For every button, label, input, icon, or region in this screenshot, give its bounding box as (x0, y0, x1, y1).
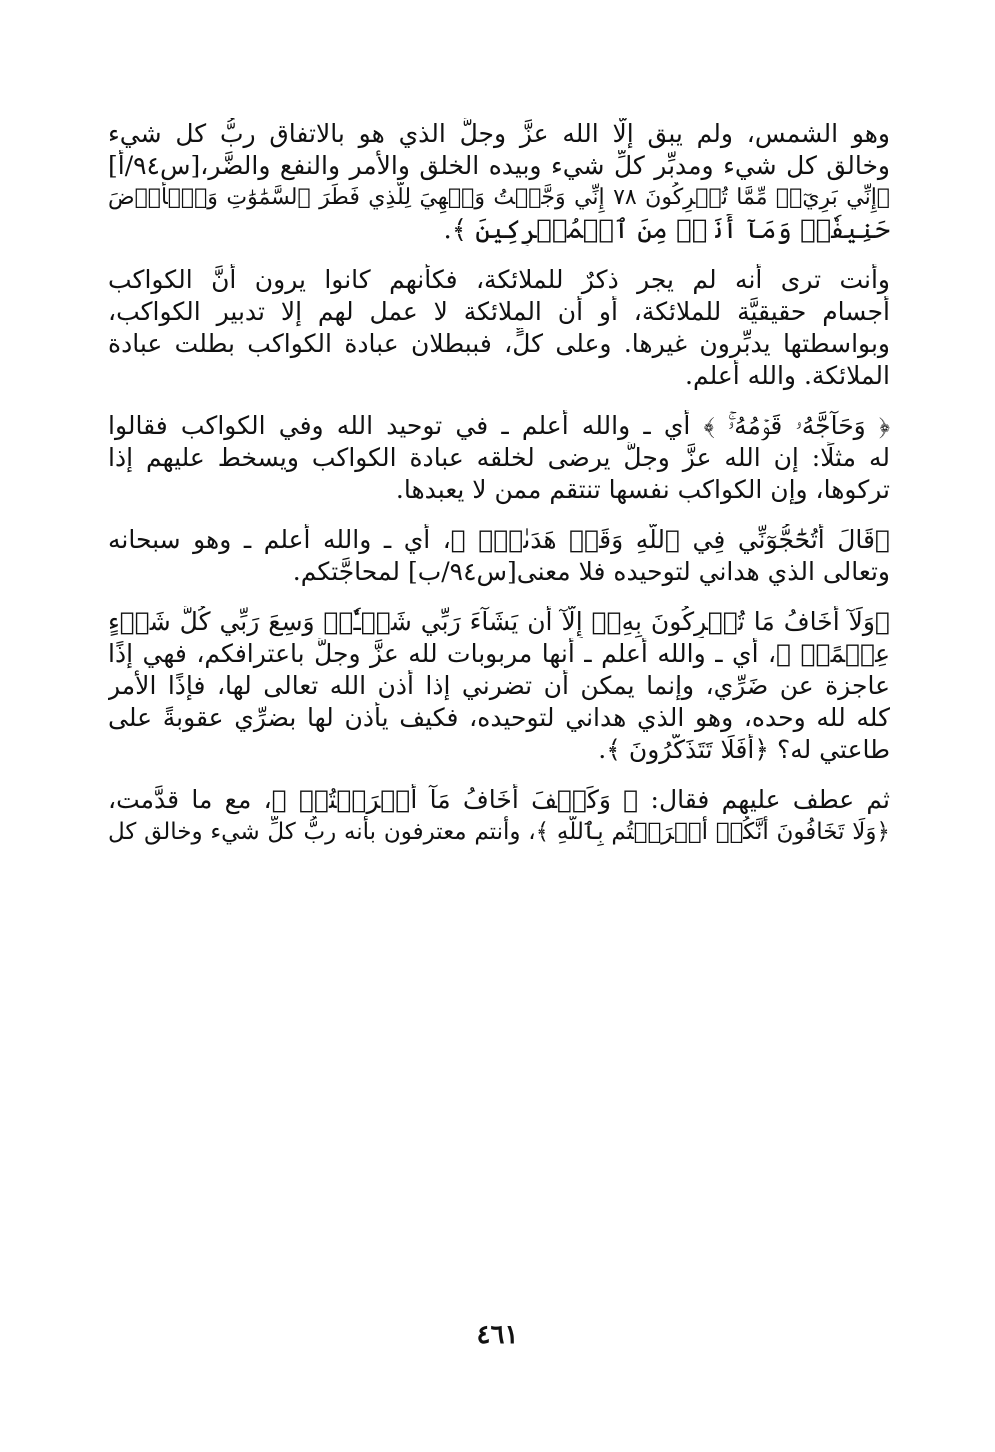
paragraph-4 (108, 524, 890, 588)
text-line: تركوها، وإن الكواكب نفسها تنتقم ممن لا يعبدها. (395, 475, 890, 504)
page-number: ٤٦١ (476, 1320, 519, 1350)
paragraph-5 (108, 606, 890, 766)
text-line: وأنت ترى أنه لم يجر ذكرٌ للملائكة، فكأنهم كانوا يرون أنَّ الكواكب (108, 265, 890, 294)
text-line: أجسام حقيقيَّة للملائكة، أو أن الملائكة لا عمل لهم إلا تدبير الكواكب، (108, 297, 890, 326)
text-line: له مثلًا: إن الله عزَّ وجلَّ يرضى لخلقه عبادة الكواكب ويسخط عليهم إذا (108, 443, 890, 472)
text-line: وهو الشمس، ولم يبق إلَّا الله عزَّ وجلَّ الذي هو بالاتفاق ربُّ كل شيء (108, 119, 890, 148)
page-body (108, 118, 890, 848)
text-line: ﴿وَلَا تَخَافُونَ أَنَّكُمۡ أَشۡرَكۡتُم بِٱللَّهِ ﴾، وأنتم معترفون بأنه ربُّ كلِّ شيء وخالق كل (108, 819, 890, 845)
paragraph-1 (108, 118, 890, 246)
text-line: الملائكة. والله أعلم. (685, 361, 890, 390)
paragraph-3 (108, 410, 890, 506)
text-line: وبواسطتها يدبِّرون غيرها. وعلى كلٍّ، فببطلان عبادة الكواكب بطلت عبادة (108, 329, 890, 358)
text-line: طاعتي له؟ ﴿أَفَلَا تَتَذَكَّرُونَ ﴾. (598, 735, 890, 764)
text-line: وتعالى الذي هداني لتوحيده فلا معنى[س٩٤/ب] لمحاجَّتكم. (292, 557, 890, 586)
text-line: عاجزة عن ضَرِّي، وإنما يمكن أن تضرني إذا أذن الله تعالى لها، فإذًا الأمر (108, 671, 890, 700)
quran-verse-line: حَنِيفٗاۖ وَمَآ أَنَا۠ مِنَ ٱلۡمُشۡرِكِينَ ﴾. (443, 215, 890, 245)
text-line: كله لله وحده، وهو الذي هداني لتوحيده، فكيف يأذن لها بضرِّي عقوبةً على (108, 703, 890, 732)
text-line: ﴿قَالَ أَتُحَٰٓجُّوٓنِّي فِي ٱللَّهِ وَقَدۡ هَدَىٰنِۚ ﴾، أي ـ والله أعلم ـ وهو سبحانه (108, 525, 890, 554)
paragraph-2 (108, 264, 890, 392)
text-line: ﴿ وَحَآجَّهُۥ قَوۡمُهُۥۚ ﴾ أي ـ والله أعلم ـ في توحيد الله وفي الكواكب فقالوا (108, 411, 890, 440)
quran-verse-line: ﴿إِنِّي بَرِيٓءٞ مِّمَّا تُشۡرِكُونَ ٧٨ إِنِّي وَجَّهۡتُ وَجۡهِيَ لِلَّذِي فَطَرَ ٱلسَّمَٰوَٰتِ وَٱلۡأَرۡضَ (108, 185, 890, 210)
text-line: عِلۡمًاۚ ﴾، أي ـ والله أعلم ـ أنها مربوبات لله عزَّ وجلَّ باعترافكم، فهي إذًا (108, 639, 890, 668)
text-line: وخالق كل شيء ومدبِّر كلِّ شيء وبيده الخلق والأمر والنفع والضَّر،[س٩٤/أ] (108, 151, 890, 180)
paragraph-6 (108, 784, 890, 848)
text-line: ثم عطف عليهم فقال: ﴿ وَكَيۡفَ أَخَافُ مَآ أَشۡرَكۡتُمۡ ﴾، مع ما قدَّمت، (108, 785, 890, 814)
quran-verse-line: ﴿وَلَآ أَخَافُ مَا تُشۡرِكُونَ بِهِۦٓ إِلَّآ أَن يَشَآءَ رَبِّي شَيۡـٔٗاۗ وَسِعَ رَبِّي كُلَّ شَيۡءٍ (108, 607, 890, 636)
